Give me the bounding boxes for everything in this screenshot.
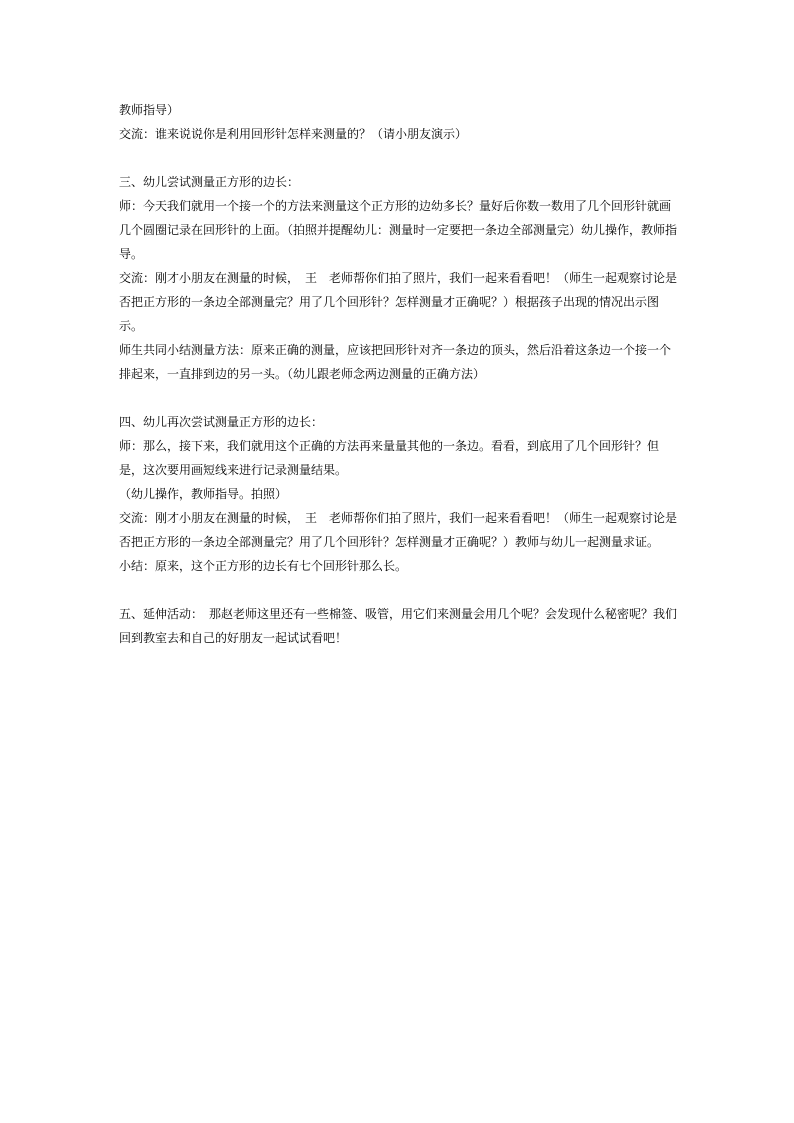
paragraph-teacher-instruction: 师：今天我们就用一个接一个的方法来测量这个正方形的边幼多长？量好后你数一数用了几个回形针就画几个圆圈记录在回形针的上面。（拍照并提醒幼儿：测量时一定要把一条边全部测量完）幼儿操作，教师指导。 [119, 199, 678, 261]
document-body [119, 98, 679, 650]
paragraph-discussion-verify: 交流：刚才小朋友在测量的时候， 王 老师帮你们拍了照片，我们一起来看看吧！（师生一起观察讨论是否把正方形的一条边全部测量完？用了几个回形针？怎样测量才正确呢？）教师与幼儿一起测量求证。 [119, 511, 678, 549]
blank-line [119, 386, 679, 410]
paragraph-discussion-photos: 交流：刚才小朋友在测量的时候， 王 老师帮你们拍了照片，我们一起来看看吧！（师生一起观察讨论是否把正方形的一条边全部测量完？用了几个回形针？怎样测量才正确呢？）根据孩子出现的情况出示图示。 [119, 271, 678, 333]
paragraph-teacher-next: 师：那么，接下来，我们就用这个正确的方法再来量量其他的一条边。看看，到底用了几个回形针？但是，这次要用画短线来进行记录测量结果。 [119, 439, 660, 477]
paragraph-summary-method: 师生共同小结测量方法：原来正确的测量，应该把回形针对齐一条边的顶头，然后沿着这条边一个接一个排起来，一直排到边的另一头。（幼儿跟老师念两边测量的正确方法） [119, 343, 672, 381]
paragraph-teacher-guidance: 教师指导） [119, 103, 180, 117]
section-heading-3: 三、幼儿尝试测量正方形的边长： [119, 175, 300, 189]
paragraph-child-operation: （幼儿操作，教师指导。拍照） [119, 487, 288, 501]
paragraph-conclusion: 小结：原来，这个正方形的边长有七个回形针那么长。 [119, 559, 408, 573]
blank-line [119, 146, 679, 170]
paragraph-discussion-demo: 交流：谁来说说你是利用回形针怎样来测量的？（请小朋友演示） [119, 127, 468, 141]
section-heading-5-extension: 五、延伸活动： 那赵老师这里还有一些棉签、吸管，用它们来测量会用几个呢？会发现什么秘密呢？我们回到教室去和自己的好朋友一起试试看吧！ [119, 607, 678, 645]
blank-line [119, 578, 679, 602]
section-heading-4: 四、幼儿再次尝试测量正方形的边长： [119, 415, 324, 429]
